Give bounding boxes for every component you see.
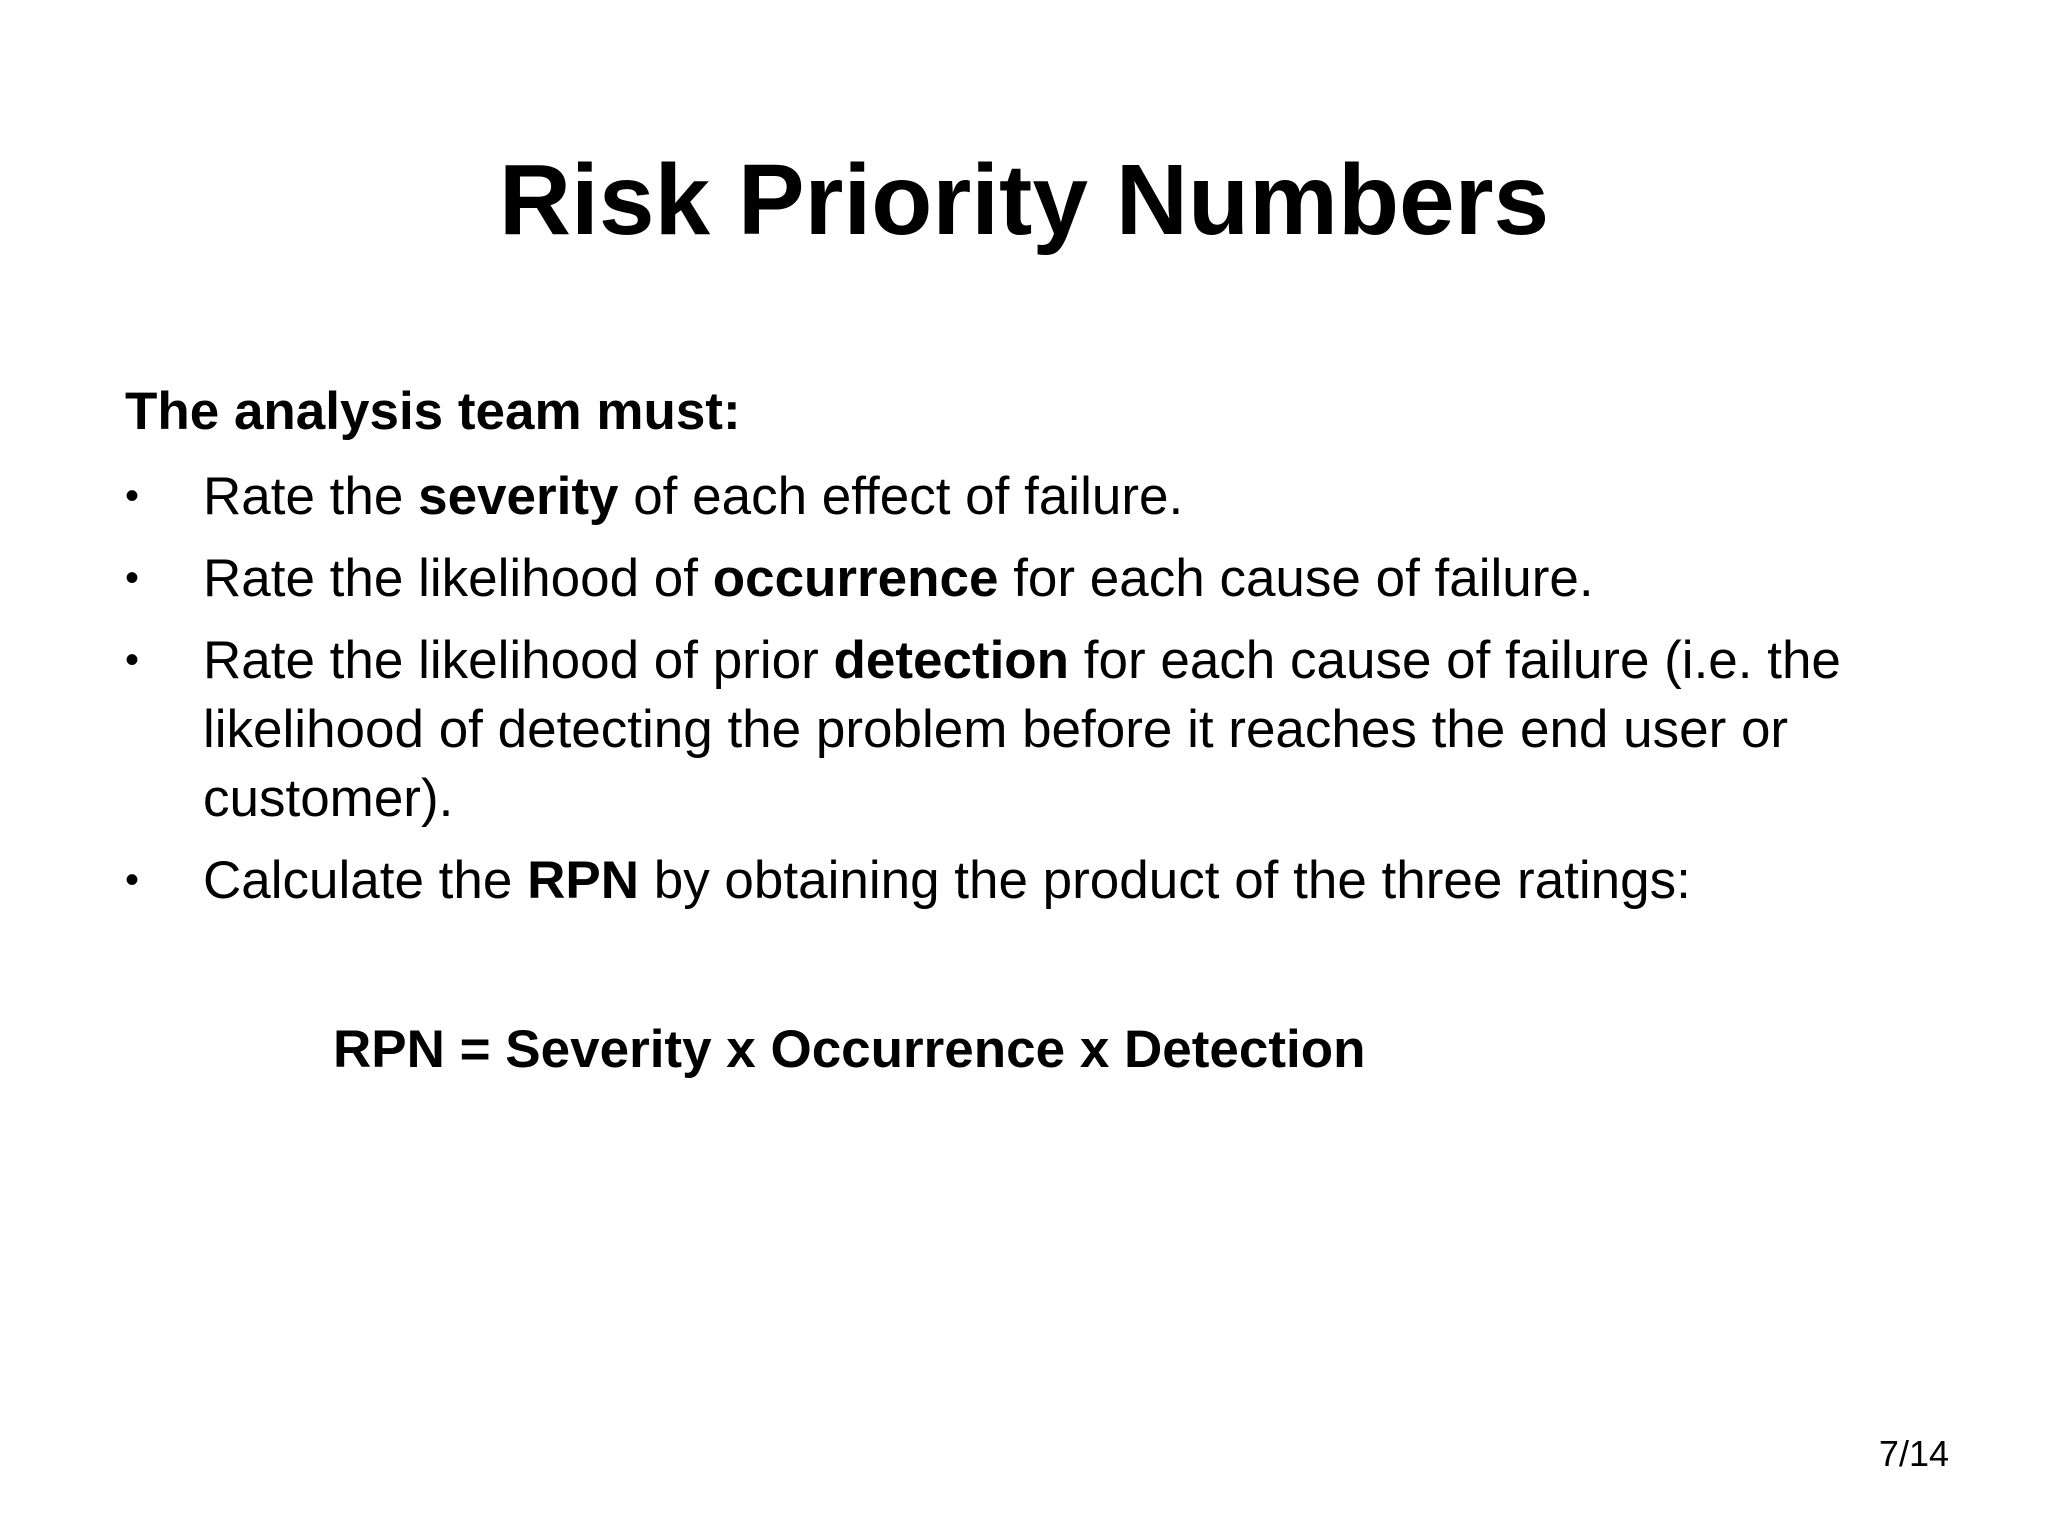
bullet-text-after: for each cause of failure. — [998, 549, 1594, 608]
bullet-text-before: Rate the likelihood of prior — [203, 631, 834, 690]
bullet-keyword: RPN — [527, 851, 639, 910]
bullet-item-occurrence — [125, 544, 1925, 613]
bullet-text-before: Rate the likelihood of — [203, 549, 713, 608]
rpn-formula: RPN = Severity x Occurrence x Detection — [333, 1020, 1366, 1079]
bullet-keyword: occurrence — [712, 549, 999, 608]
page-number: 7/14 — [1878, 1433, 1949, 1474]
bullet-item-rpn — [125, 846, 1925, 915]
bullet-dot-icon: • — [125, 858, 140, 902]
bullet-text — [203, 851, 1691, 910]
bullet-list — [125, 462, 1925, 928]
bullet-keyword: severity — [418, 467, 619, 526]
bullet-dot-icon: • — [125, 556, 140, 600]
slide-title: Risk Priority Numbers — [498, 144, 1550, 256]
bullet-item-detection — [125, 626, 1925, 833]
bullet-dot-icon: • — [125, 474, 140, 518]
bullet-text — [203, 467, 1183, 526]
bullet-dot-icon: • — [125, 638, 140, 682]
bullet-text-after: for each cause of failure (i.e. the likelihood of detecting the problem before it reaches the end user or customer). — [203, 631, 1841, 828]
bullet-text-after: of each effect of failure. — [618, 467, 1184, 526]
intro-text: The analysis team must: — [125, 382, 741, 441]
bullet-text — [203, 549, 1594, 608]
bullet-text-before: Rate the — [203, 467, 419, 526]
bullet-keyword: detection — [833, 631, 1070, 690]
bullet-text-before: Calculate the — [203, 851, 528, 910]
bullet-item-severity — [125, 462, 1925, 531]
bullet-text-after: by obtaining the product of the three ratings: — [639, 851, 1691, 910]
bullet-text — [203, 631, 1841, 828]
